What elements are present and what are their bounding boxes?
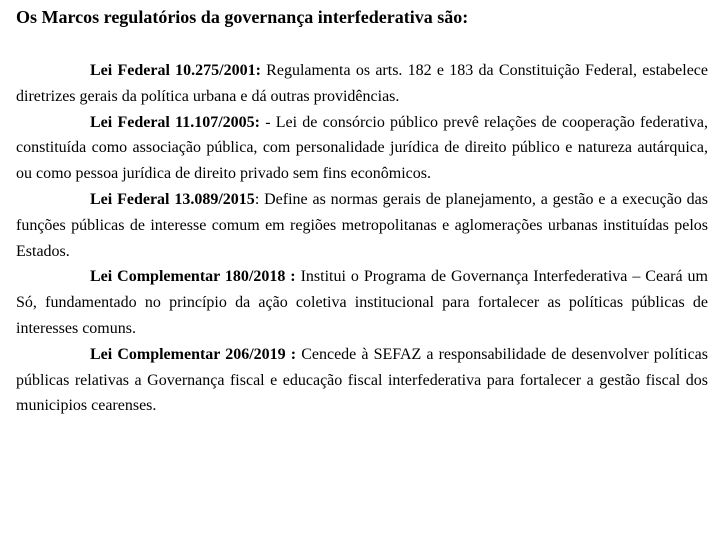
law-paragraph-1 [16, 58, 708, 110]
law-paragraph-5 [16, 342, 708, 419]
law-description: : Define as normas gerais de planejamento, a gestão e a execução das funções públicas de interesse comum em regiões metropolitanas e aglomerações urbanas instituídas pelos Estados. [16, 190, 708, 260]
law-name: Lei Federal 13.089/2015 [90, 190, 255, 208]
laws-list [16, 58, 708, 419]
page-title: Os Marcos regulatórios da governança interfederativa são: [16, 7, 469, 27]
law-description: Regulamenta os arts. 182 e 183 da Constituição Federal, estabelece diretrizes gerais da política urbana e dá outras providências. [16, 62, 708, 105]
law-paragraph-4 [16, 264, 708, 341]
law-name: Lei Complementar 180/2018 : [90, 268, 296, 286]
law-description: Institui o Programa de Governança Interfederativa – Ceará um Só, fundamentado no princípio da ação coletiva institucional para fortalecer as políticas públicas de interesses comuns. [16, 268, 708, 337]
law-description: - Lei de consórcio público prevê relações de cooperação federativa, constituída como associação pública, com personalidade jurídica de direito público e natureza autárquica, ou como pessoa jurídica de direito privado sem fins econômicos. [16, 113, 708, 183]
law-description: Cencede à SEFAZ a responsabilidade de desenvolver políticas públicas relativas a Governança fiscal e educação fiscal interfederativa para fortalecer a gestão fiscal dos municipios cearenses. [16, 345, 708, 415]
law-paragraph-2 [16, 110, 708, 187]
law-name: Lei Federal 10.275/2001: [90, 62, 261, 79]
law-paragraph-3 [16, 187, 708, 264]
law-name: Lei Complementar 206/2019 : [90, 345, 297, 363]
law-name: Lei Federal 11.107/2005: [90, 113, 260, 131]
